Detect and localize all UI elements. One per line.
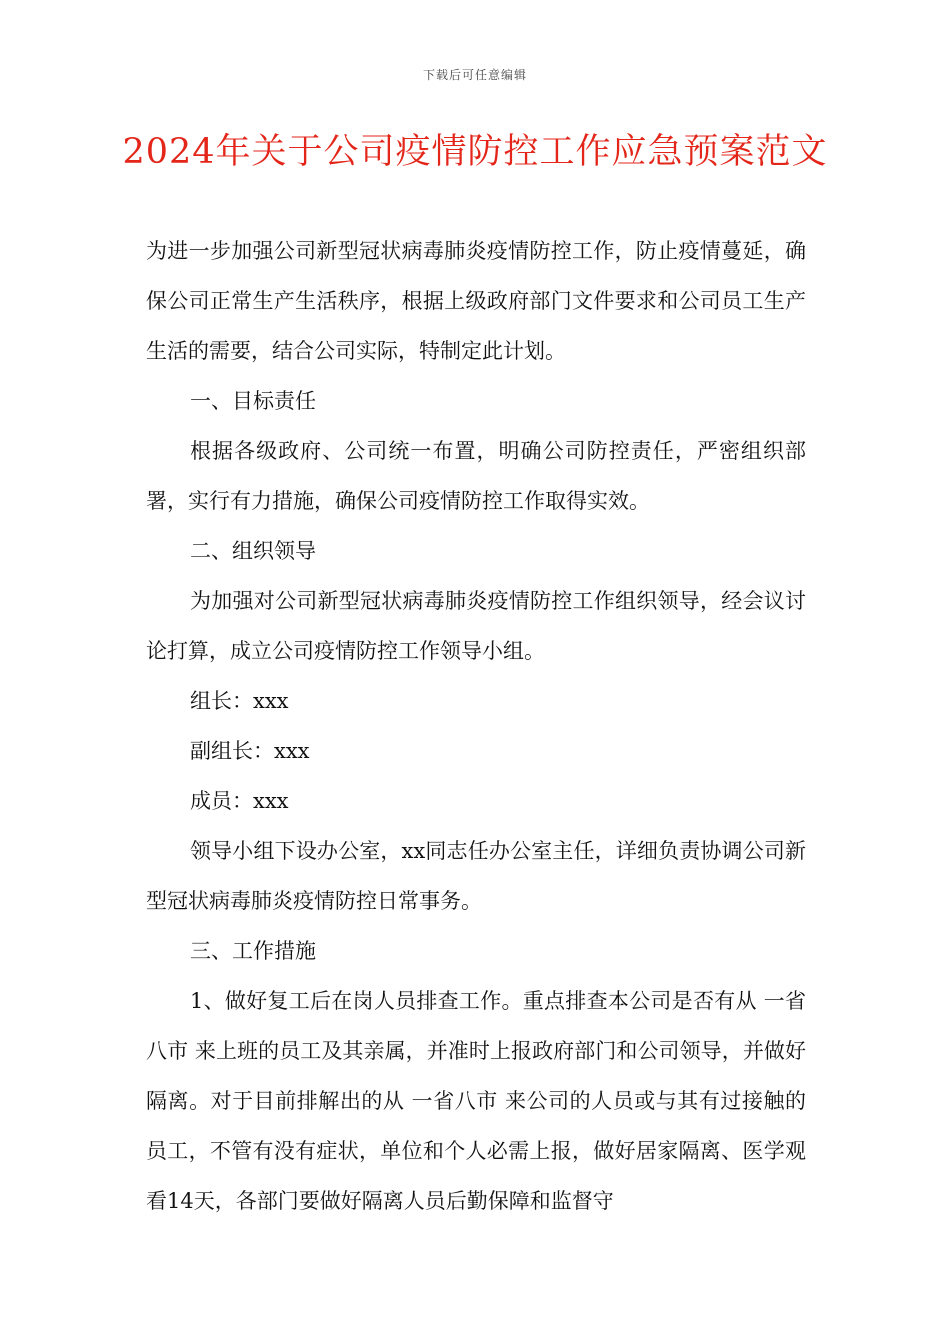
section-1-heading: 一、目标责任 bbox=[190, 389, 316, 413]
section-1-paragraph: 根据各级政府、公司统一布置，明确公司防控责任，严密组织部署，实行有力措施，确保公司疫情防控工作取得实效。 bbox=[146, 439, 806, 513]
leader-line: 组长：xxx bbox=[190, 689, 289, 713]
section-3-heading: 三、工作措施 bbox=[190, 939, 316, 963]
office-paragraph: 领导小组下设办公室，xx同志任办公室主任，详细负责协调公司新型冠状病毒肺炎疫情防控日常事务。 bbox=[146, 839, 806, 913]
header-note: 下载后可任意编辑 bbox=[422, 68, 527, 82]
vice-leader-line: 副组长：xxx bbox=[190, 739, 310, 763]
document-body bbox=[146, 226, 806, 1226]
section-2-heading: 二、组织领导 bbox=[190, 539, 316, 563]
document-title: 2024年关于公司疫情防控工作应急预案范文 bbox=[122, 132, 828, 172]
members-line: 成员：xxx bbox=[190, 789, 289, 813]
section-2-paragraph: 为加强对公司新型冠状病毒肺炎疫情防控工作组织领导，经会议讨论打算，成立公司疫情防控工作领导小组。 bbox=[146, 589, 806, 663]
measure-1-paragraph: 1、做好复工后在岗人员排查工作。重点排查本公司是否有从 一省八市 来上班的员工及其亲属，并准时上报政府部门和公司领导，并做好隔离。对于目前排解出的从 一省八市 来公司的人员或与其有过接触的员工，不管有没有症状，单位和个人必需上报，做好居家隔离、医学观看14天，各部门要做好隔离人员后勤保障和监督守 bbox=[146, 989, 806, 1213]
intro-paragraph: 为进一步加强公司新型冠状病毒肺炎疫情防控工作，防止疫情蔓延，确保公司正常生产生活秩序，根据上级政府部门文件要求和公司员工生产生活的需要，结合公司实际，特制定此计划。 bbox=[146, 239, 806, 363]
